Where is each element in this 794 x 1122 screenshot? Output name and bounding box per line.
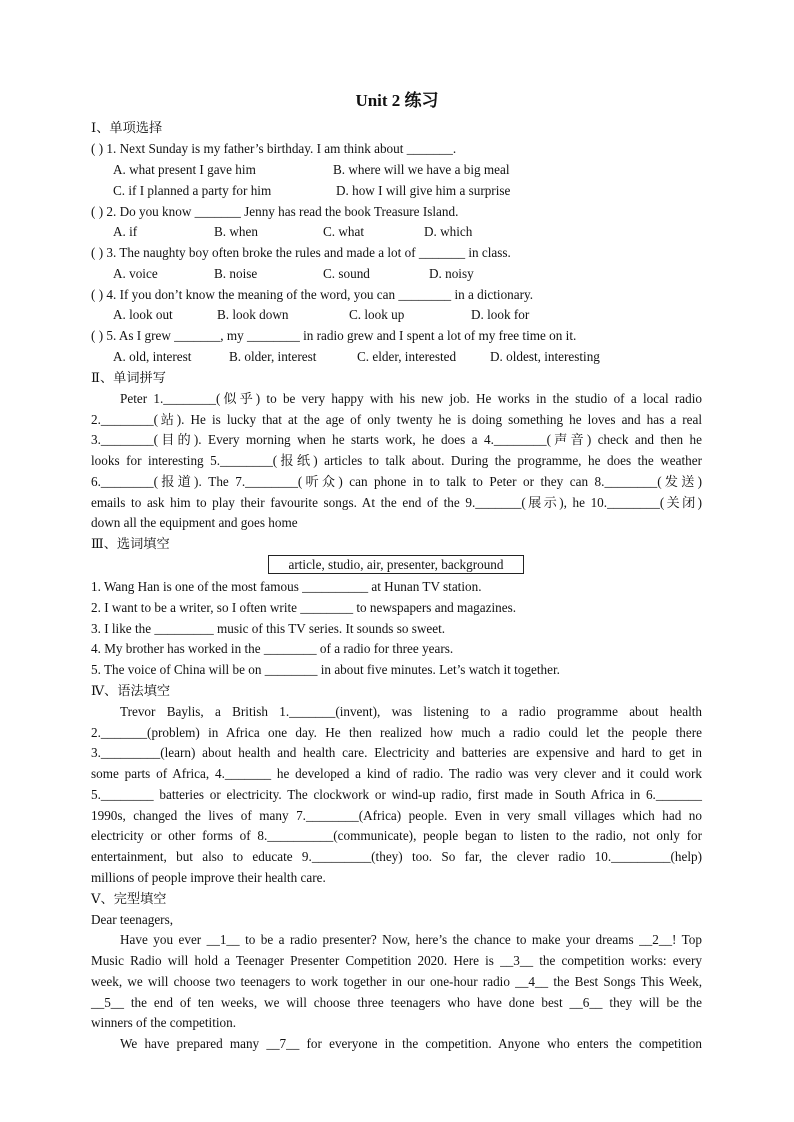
section-3-item: 1. Wang Han is one of the most famous __________ at Hunan TV station. [91,579,482,594]
section-3-item: 2. I want to be a writer, so I often write ________ to newspapers and magazines. [91,600,517,615]
section-2-line: emails to ask him to play their favourite songs. At the end of the 9._______(展示), he 10.________(关闭) [91,495,702,510]
section-4-line: Trevor Baylis, a British 1._______(invent), was listening to a radio programme about health [120,704,702,719]
section-2-line: down all the equipment and goes home [91,515,298,530]
question-4-stem: ( ) 4. If you don’t know the meaning of the word, you can ________ in a dictionary. [91,287,534,302]
section-5-line: __5__ the end of ten weeks, we will choose three teenagers who have done best __6__ they will be the [91,995,702,1010]
letter-greeting: Dear teenagers, [91,912,174,927]
section-2-line: looks for interesting 5.________(报纸) articles to talk about. During the programme, he does the weather [91,453,702,468]
question-4-option-c: C. look up [349,307,405,322]
section-4-line: entertainment, but also to educate 9._________(they) too. So far, the clever radio 10._________(help) [91,849,702,864]
section-4-line: some parts of Africa, 4._______ he developed a kind of radio. The radio was very clever and it could work [91,766,702,781]
word-bank-box: article, studio, air, presenter, background [268,555,524,574]
section-2-line: 2.________(站). He is lucky that at the age of only twenty he is doing something he loves and has a real [91,412,702,427]
section-2-heading: Ⅱ、单词拼写 [91,370,166,385]
section-3-item: 4. My brother has worked in the ________ of a radio for three years. [91,641,454,656]
section-4-line: millions of people improve their health care. [91,870,326,885]
question-5-stem: ( ) 5. As I grew _______, my ________ in radio grew and I spent a lot of my free time on it. [91,328,577,343]
section-5-heading: Ⅴ、完型填空 [91,891,167,906]
section-4-line: electricity or other forms of 8.__________(communicate), people began to listen to the radio, not only for [91,828,702,843]
question-4-option-b: B. look down [217,307,289,322]
section-3-item: 3. I like the _________ music of this TV series. It sounds so sweet. [91,621,446,636]
section-3-heading: Ⅲ、选词填空 [91,536,170,551]
question-1-option-a: A. what present I gave him [113,162,256,177]
section-4-line: 1990s, changed the lives of many 7.________(Africa) people. Even in very small villages which had no [91,808,702,823]
question-2-option-c: C. what [323,224,365,239]
question-1-option-c: C. if I planned a party for him [113,183,272,198]
question-5-option-c: C. elder, interested [357,349,457,364]
question-5-option-b: B. older, interest [229,349,317,364]
section-3-item: 5. The voice of China will be on ________ in about five minutes. Let’s watch it together. [91,662,560,677]
page-title: Unit 2 练习 [355,91,439,110]
question-5-option-a: A. old, interest [113,349,192,364]
question-2-option-d: D. which [424,224,473,239]
section-5-line: Music Radio will hold a Teenager Presenter Competition 2020. Here is __3__ the competition works: every [91,953,702,968]
section-4-line: 5.________ batteries or electricity. The clockwork or wind-up radio, first made in South Africa in 6._______ [91,787,702,802]
question-4-option-d: D. look for [471,307,530,322]
question-1-stem: ( ) 1. Next Sunday is my father’s birthday. I am think about _______. [91,141,457,156]
section-2-line: Peter 1.________(似乎) to be very happy with his new job. He works in the studio of a local radio [120,391,702,406]
question-2-option-a: A. if [113,224,138,239]
section-5-line: We have prepared many __7__ for everyone in the competition. Anyone who enters the competition [120,1036,702,1051]
question-5-option-d: D. oldest, interesting [490,349,600,364]
section-2-line: 3.________(目的). Every morning when he starts work, he does a 4.________(声音) check and then he [91,432,702,447]
question-3-option-a: A. voice [113,266,158,281]
section-5-line: winners of the competition. [91,1015,237,1030]
question-1-option-b: B. where will we have a big meal [333,162,510,177]
question-1-option-d: D. how I will give him a surprise [336,183,511,198]
question-3-option-c: C. sound [323,266,370,281]
section-4-line: 3._________(learn) about health and health care. Electricity and batteries are expensive and hard to get in [91,745,702,760]
question-2-stem: ( ) 2. Do you know _______ Jenny has read the book Treasure Island. [91,204,459,219]
section-2-line: 6.________(报道). The 7.________(听众) can phone in to talk to Peter or they can 8.________(发送) [91,474,702,489]
section-1-heading: Ⅰ、单项选择 [91,120,163,135]
question-2-option-b: B. when [214,224,258,239]
question-3-option-b: B. noise [214,266,258,281]
question-3-option-d: D. noisy [429,266,474,281]
section-4-line: 2._______(problem) in Africa one day. He then realized how much a radio could let the people there [91,725,702,740]
section-4-heading: Ⅳ、语法填空 [91,683,171,698]
section-5-line: week, we will choose two teenagers to work together in our one-hour radio __4__ the Best Songs This Week, [91,974,702,989]
question-4-option-a: A. look out [113,307,173,322]
question-3-stem: ( ) 3. The naughty boy often broke the rules and made a lot of _______ in class. [91,245,511,260]
section-5-line: Have you ever __1__ to be a radio presenter? Now, here’s the chance to make your dreams __2__! Top [120,932,702,947]
